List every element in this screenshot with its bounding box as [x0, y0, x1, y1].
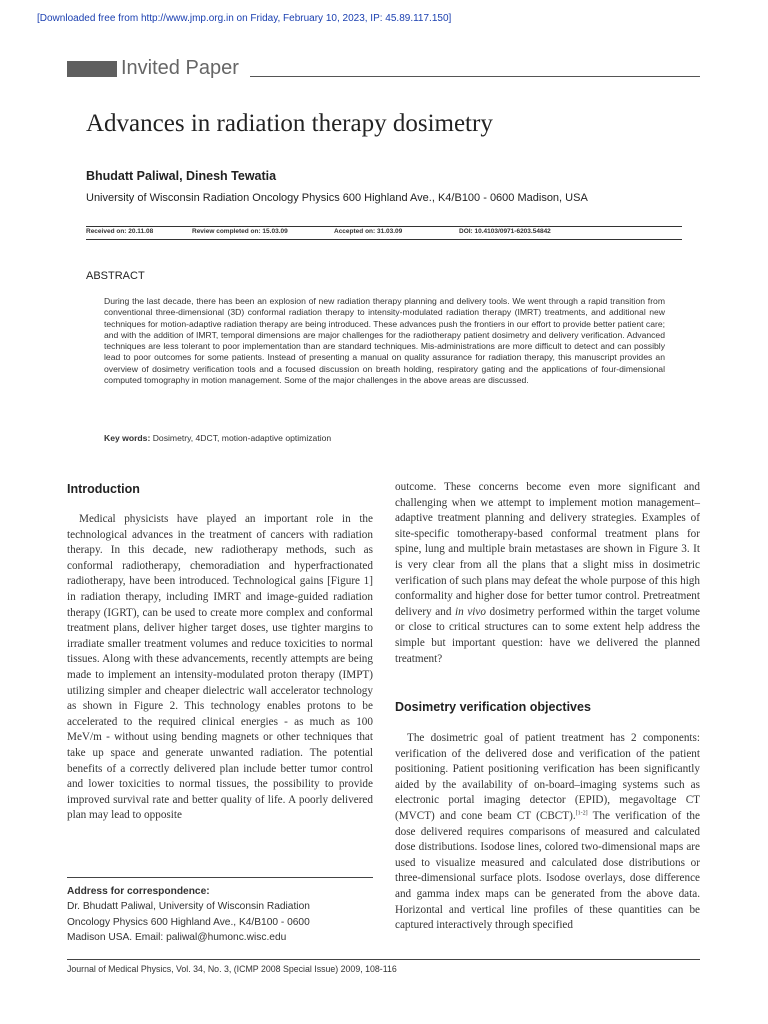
introduction-continuation: [395, 480, 700, 667]
received-date: Received on: 20.11.08: [86, 228, 154, 235]
dosimetry-body: [395, 731, 700, 934]
journal-footer: Journal of Medical Physics, Vol. 34, No. 3, (ICMP 2008 Special Issue) 2009, 108-116: [67, 964, 397, 974]
accepted-date: Accepted on: 31.03.09: [334, 228, 403, 235]
citation-ref[interactable]: [1-2]: [575, 810, 588, 817]
footer-rule: [67, 959, 700, 960]
continuation-text-b: dosimetry performed within the target volume or close to critical structures can to some extent help address the simple but important question: have we delivered the planned treatment?: [395, 605, 700, 665]
article-dates: [86, 228, 682, 239]
correspondence-line-3: Madison USA. Email: paliwal@humonc.wisc.edu: [67, 932, 287, 944]
introduction-heading: Introduction: [67, 482, 140, 496]
article-affiliation: University of Wisconsin Radiation Oncology Physics 600 Highland Ave., K4/B100 - 0600 Madison, USA: [86, 192, 588, 204]
abstract-body: During the last decade, there has been an explosion of new radiation therapy planning and delivery tools. We went through a rapid transition from conventional three-dimensional (3D) conformal radiation therapy to intensity-modulated radiation therapy (IMRT) treatments, and additional new techniques for motion-adaptive radiation therapy are being introduced. These advances push the frontiers in our effort to provide better patient care; and with the addition of IMRT, temporal dimensions are major challenges for the radiotherapy patient dosimetry and delivery verification. Advanced techniques are less tolerant to poor implementation than are standard techniques. Mis-administrations are more difficult to detect and can possibly lead to poor outcomes for some patients. Instead of presenting a manual on quality assurance for radiation therapy, this manuscript provides an overview of dosimetry verification tools and a focused discussion on breath holding, respiratory gating and the applications of four-dimensional computed tomography in motion management. Some of the major challenges in the above areas are discussed.: [104, 296, 666, 386]
dosimetry-text-a: The dosimetric goal of patient treatment has 2 components: verification of the delivered dose and verification of the patient positioning. Patient positioning verification has been significantly aided by the availability of on-board–imaging systems such as electronic portal imaging detector (EPID), megavoltage CT (MVCT) and cone beam CT (CBCT).: [395, 732, 700, 822]
correspondence-heading: Address for correspondence:: [67, 886, 210, 897]
correspondence-line-1: Dr. Bhudatt Paliwal, University of Wisconsin Radiation: [67, 901, 310, 913]
correspondence-block: [67, 884, 373, 946]
dosimetry-heading: Dosimetry verification objectives: [395, 700, 591, 714]
continuation-text-a: outcome. These concerns become even more significant and challenging when we attempt to implement motion management–adaptive treatment planning and delivery strategies. Examples of site-specific tomotherapy-based conformal treatment plans for spine, lung and multiple brain metastases are shown in Figure 3. It is very clear from all the plans that a slight miss in dosimetric verification of such plans may defeat the whole purpose of this high conformality and higher dose for better tumor control. Pretreatment delivery and: [395, 481, 700, 618]
doi[interactable]: DOI: 10.4103/0971-6203.54842: [459, 228, 551, 235]
in-vivo-term: in vivo: [455, 605, 486, 618]
correspondence-rule: [67, 877, 373, 878]
keywords-value: Dosimetry, 4DCT, motion-adaptive optimization: [152, 433, 332, 443]
review-date: Review completed on: 15.03.09: [192, 228, 288, 235]
introduction-body: Medical physicists have played an important role in the technological advances in the treatment of cancers with radiation therapy. In this decade, new radiotherapy methods, such as conformal radiotherapy, chemoradiation and hyperfractionated radiotherapy, have been introduced. Technological gains [Figure 1] in radiation therapy, including IMRT and image-guided radiation therapy (IGRT), can be used to create more complex and conformal treatment plans, deliver higher target doses, use tighter margins to irradiate smaller treatment volumes and reduce toxicities to normal tissues. Along with these advancements, recently attempts are being made to implement an intensity-modulated proton therapy (IMPT) utilizing simpler and cheaper dielectric wall accelerator technology as shown in Figure 2. This technology enables protons to be accelerated to the required clinical energies - as much as 100 MeV/m - without using bending magnets or other techniques that take up space and generate unwanted radiation. The potential benefits of a correctly delivered plan include better tumor control and lower toxicities to normal tissues, the possibility to provide improved survival rate and better quality of life. A poorly delivered plan may lead to opposite: [67, 513, 373, 822]
article-title: Advances in radiation therapy dosimetry: [86, 110, 493, 137]
download-banner[interactable]: [Downloaded free from http://www.jmp.org.in on Friday, February 10, 2023, IP: 45.89.117.150]: [37, 13, 452, 24]
keywords: [104, 433, 331, 443]
keywords-label: Key words:: [104, 433, 151, 443]
section-label-bar: [67, 61, 117, 77]
article-authors: Bhudatt Paliwal, Dinesh Tewatia: [86, 169, 277, 183]
dosimetry-text-b: The verification of the dose delivered requires comparisons of measured and calculated dose distributions. Isodose lines, colored two-dimensional maps are used to visualize measured and calculated dose distributions or three-dimensional surface plots. Isodose overlays, dose difference and gamma index maps can be generated from the above data. Horizontal and vertical line profiles of these quantities can be captured interactively through specified: [395, 809, 700, 932]
abstract-heading: ABSTRACT: [86, 270, 145, 282]
section-label-rule: [250, 76, 700, 77]
dates-rule-bottom: [86, 239, 682, 240]
dates-rule-top: [86, 226, 682, 227]
section-label: Invited Paper: [121, 57, 239, 79]
correspondence-line-2: Oncology Physics 600 Highland Ave., K4/B100 - 0600: [67, 916, 310, 928]
